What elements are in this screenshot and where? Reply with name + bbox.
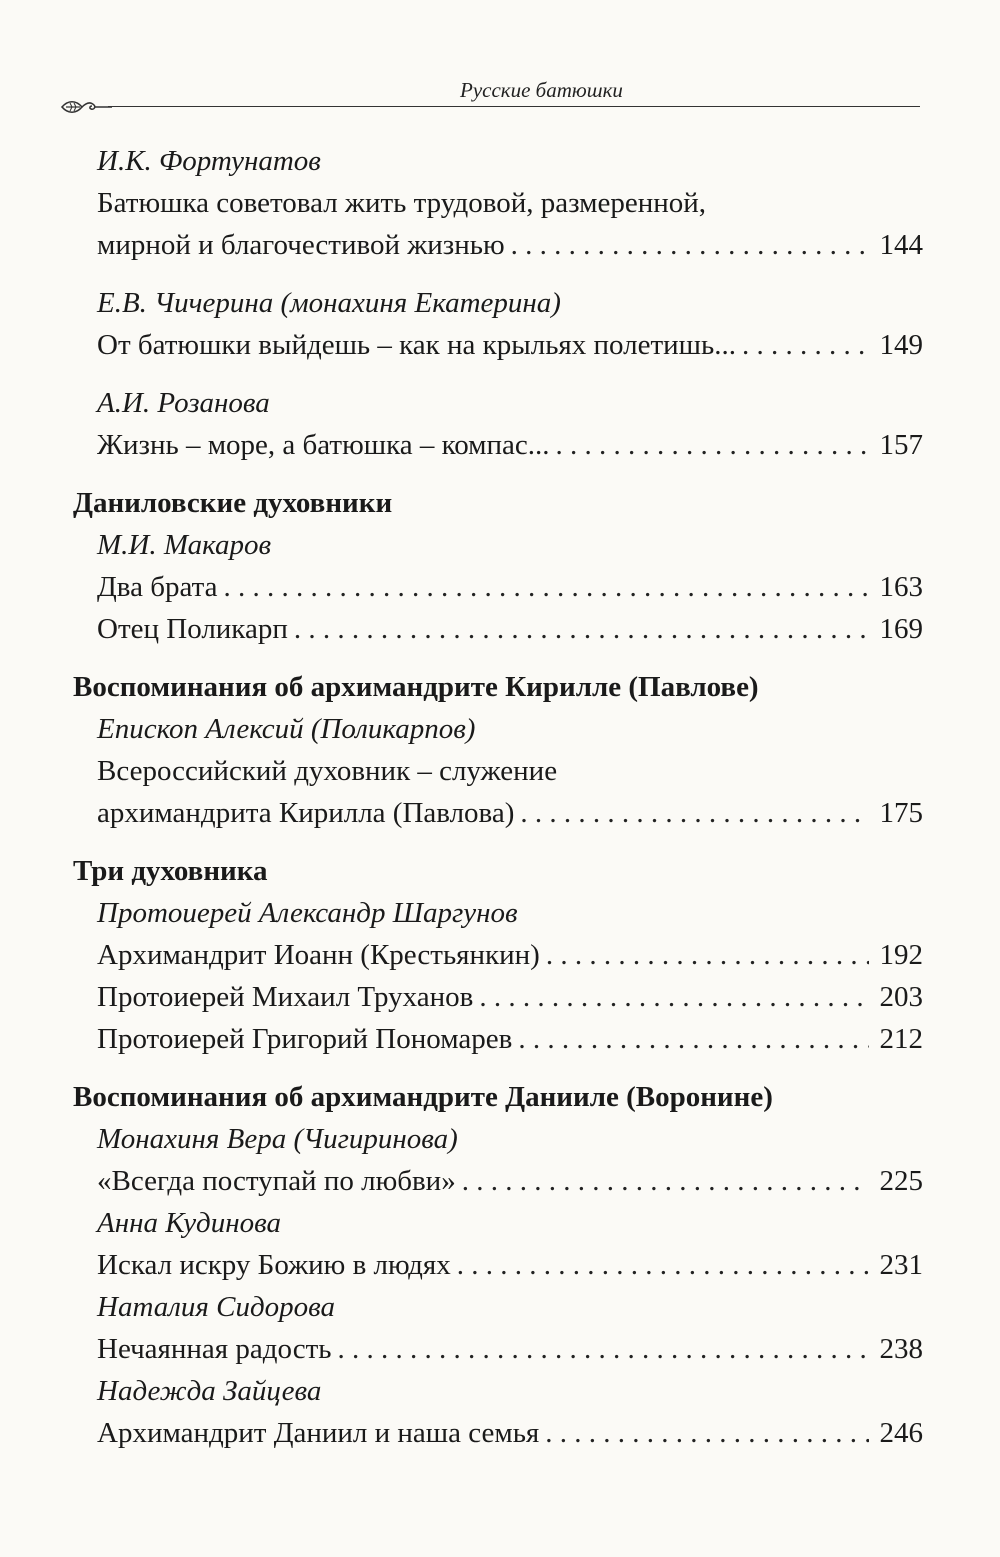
entry-title: От батюшки выйдешь – как на крыльях полетишь... [97,329,736,361]
entry-title-line: Батюшка советовал жить трудовой, размеренной, [97,187,707,219]
toc-entry [73,1412,923,1454]
toc-entry [73,1244,923,1286]
author-name: Епископ Алексий (Поликарпов) [97,713,476,745]
author-name: Монахиня Вера (Чигиринова) [97,1123,458,1155]
author-name: Протоиерей Александр Шаргунов [97,897,518,929]
toc-entry [73,608,923,650]
page-number: 175 [879,797,923,829]
entry-title: Отец Поликарп [97,613,288,645]
entry-title: мирной и благочестивой жизнью [97,229,505,261]
page-number: 225 [879,1165,923,1197]
entry-title: архимандрита Кирилла (Павлова) [97,797,515,829]
toc-entry [73,1160,923,1202]
toc-entry [73,224,923,266]
dot-leader [518,1018,869,1060]
dot-leader [338,1328,869,1370]
page-header [60,70,920,120]
dot-leader [511,224,869,266]
entry-title: Протоиерей Михаил Труханов [97,981,474,1013]
dot-leader [742,324,869,366]
author-name: Надежда Зайцева [97,1375,322,1407]
author-name: И.К. Фортунатов [97,145,321,177]
entry-title: Искал искру Божию в людях [97,1249,451,1281]
section-heading: Воспоминания об архимандрите Данииле (Воронине) [73,1081,773,1113]
section-heading: Воспоминания об архимандрите Кирилле (Павлове) [73,671,759,703]
entry-title: Жизнь – море, а батюшка – компас... [97,429,550,461]
running-title: Русские батюшки [460,78,623,102]
entry-title: Нечаянная радость [97,1333,332,1365]
page-number: 163 [879,571,923,603]
page-number: 212 [879,1023,923,1055]
page-number: 203 [879,981,923,1013]
author-name: Анна Кудинова [97,1207,281,1239]
dot-leader [457,1244,869,1286]
section-heading: Три духовника [73,855,268,887]
dot-leader [520,792,869,834]
entry-title: Архимандрит Иоанн (Крестьянкин) [97,939,540,971]
entry-title: Архимандрит Даниил и наша семья [97,1417,540,1449]
toc-entry [73,934,923,976]
dot-leader [479,976,869,1018]
dot-leader [462,1160,869,1202]
page-number: 149 [879,329,923,361]
entry-title: «Всегда поступай по любви» [97,1165,456,1197]
toc-entry [73,424,923,466]
entry-title: Протоиерей Григорий Пономарев [97,1023,513,1055]
header-rule [108,106,920,107]
toc-entry [73,324,923,366]
ornament-icon [60,98,112,116]
page-number: 238 [879,1333,923,1365]
author-name: А.И. Розанова [97,387,270,419]
dot-leader [546,934,869,976]
page-number: 231 [879,1249,923,1281]
toc-entry [73,792,923,834]
dot-leader [556,424,869,466]
toc-entry [73,566,923,608]
section-heading: Даниловские духовники [73,487,393,519]
toc-entry [73,1328,923,1370]
page-number: 246 [879,1417,923,1449]
entry-title: Два брата [97,571,218,603]
dot-leader [545,1412,869,1454]
toc-entry [73,976,923,1018]
page-number: 192 [879,939,923,971]
entry-title-line: Всероссийский духовник – служение [97,755,558,787]
table-of-contents [73,140,923,1454]
author-name: Наталия Сидорова [97,1291,336,1323]
toc-entry [73,1018,923,1060]
page-number: 157 [879,429,923,461]
page-number: 144 [879,229,923,261]
author-name: М.И. Макаров [97,529,272,561]
author-name: Е.В. Чичерина (монахиня Екатерина) [97,287,561,319]
dot-leader [294,608,869,650]
page-number: 169 [879,613,923,645]
dot-leader [224,566,870,608]
